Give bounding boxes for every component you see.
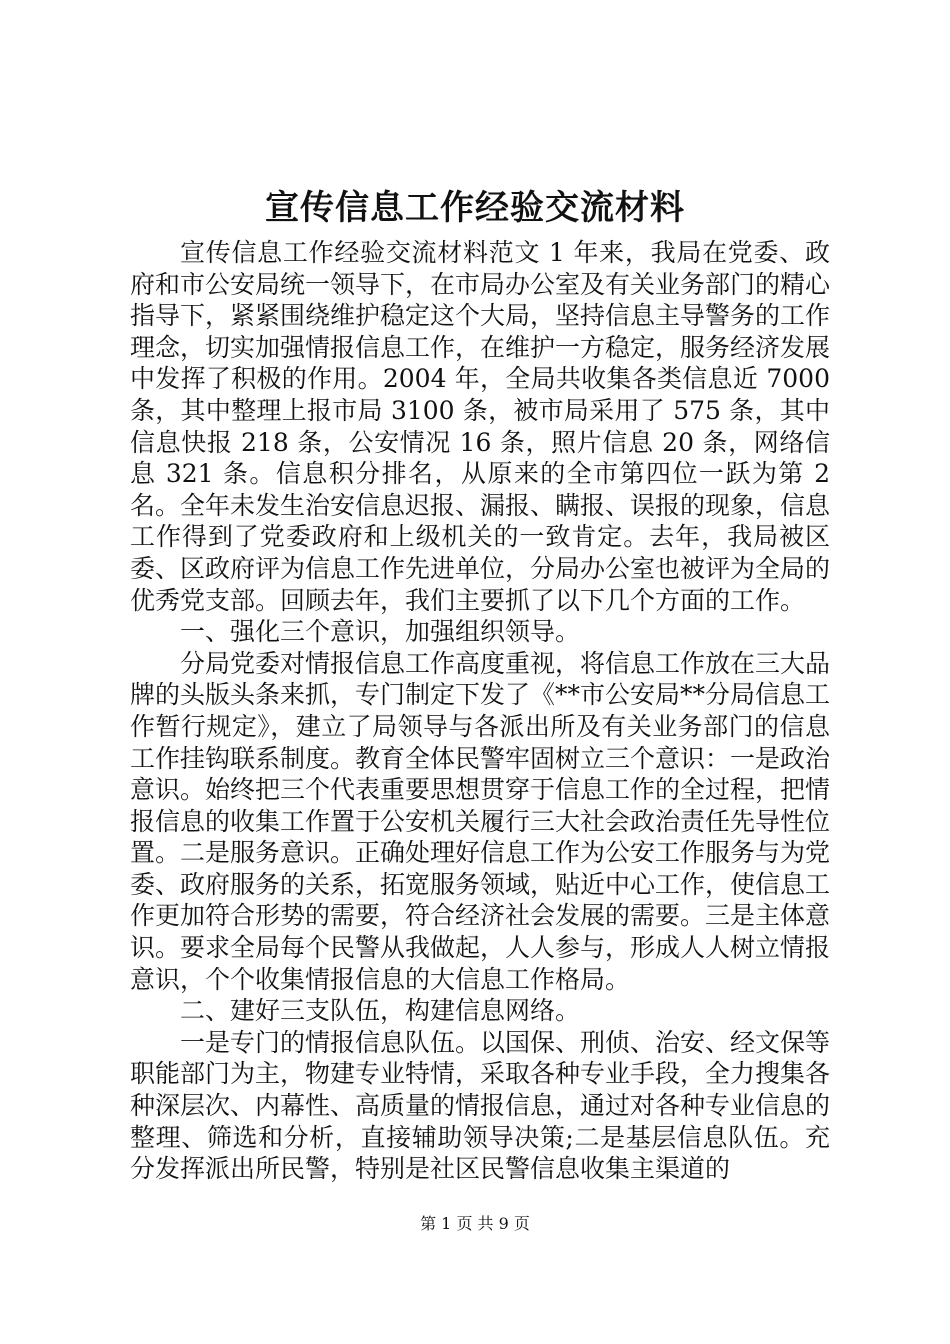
- paragraph-section-1: 分局党委对情报信息工作高度重视，将信息工作放在三大品牌的头版头条来抓，专门制定下发了《**市公安局**分局信息工作暂行规定》，建立了局领导与各派出所及有关业务部门的信息工作挂钩联系制度。教育全体民警牢固树立三个意识：一是政治意识。始终把三个代表重要思想贯穿于信息工作的全过程，把情报信息的收集工作置于公安机关履行三大社会政治责任先导性位置。二是服务意识。正确处理好信息工作为公安工作服务与为党委、政府服务的关系，拓宽服务领域，贴近中心工作，使信息工作更加符合形势的需要，符合经济社会发展的需要。三是主体意识。要求全局每个民警从我做起，人人参与，形成人人树立情报意识，个个收集情报信息的大信息工作格局。: [130, 648, 831, 994]
- document-body: [130, 237, 830, 1185]
- paragraph-intro: 宣传信息工作经验交流材料范文 1 年来，我局在党委、政府和市公安局统一领导下，在市局办公室及有关业务部门的精心指导下，紧紧围绕维护稳定这个大局，坚持信息主导警务的工作理念，切实加强情报信息工作，在维护一方稳定，服务经济发展中发挥了积极的作用。2004 年，全局共收集各类信息近 7000 条，其中整理上报市局 3100 条，被市局采用了 575 条，其中信息快报 218 条，公安情况 16 条，照片信息 20 条，网络信息 321 条。信息积分排名，从原来的全市第四位一跃为第 2 名。全年未发生治安信息迟报、漏报、瞒报、误报的现象，信息工作得到了党委政府和上级机关的一致肯定。去年，我局被区委、区政府评为信息工作先进单位，分局办公室也被评为全局的优秀党支部。回顾去年，我们主要抓了以下几个方面的工作。: [130, 238, 831, 615]
- document-title: 宣传信息工作经验交流材料: [265, 188, 685, 228]
- paragraph-section-2: 一是专门的情报信息队伍。以国保、刑侦、治安、经文保等职能部门为主，物建专业特情，采取各种专业手段，全力搜集各种深层次、内幕性、高质量的情报信息，通过对各种专业信息的整理、筛选和分析，直接辅助领导决策;二是基层信息队伍。充分发挥派出所民警，特别是社区民警信息收集主渠道的: [130, 1027, 831, 1184]
- section-heading-1: 一、强化三个意识，加强组织领导。: [180, 617, 581, 647]
- section-heading-2: 二、建好三支队伍，构建信息网络。: [180, 996, 581, 1026]
- page-footer: 第 1 页 共 9 页: [420, 1214, 530, 1233]
